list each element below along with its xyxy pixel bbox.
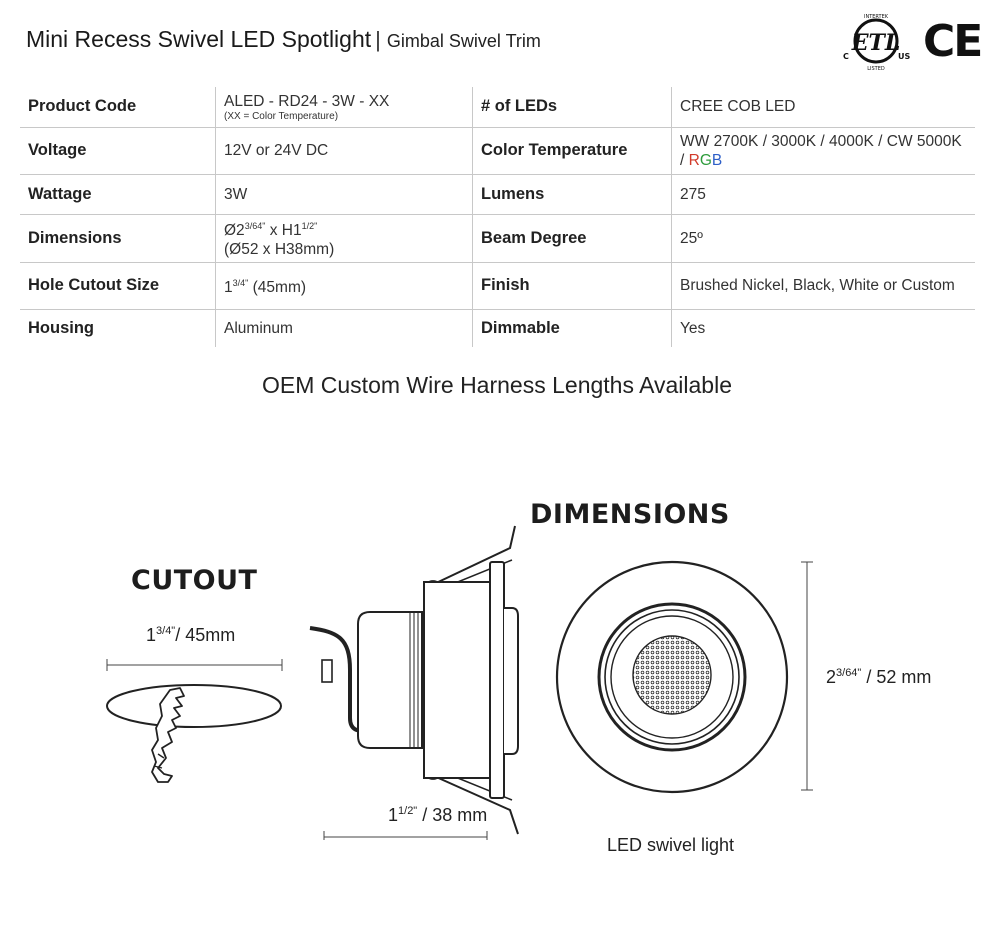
spec-value: [216, 87, 473, 127]
spec-value: Yes: [672, 309, 976, 347]
spec-value: [672, 127, 976, 174]
cutout-width-label: $1^{3/4"}/$ 45mm: [146, 625, 236, 645]
spec-key: Dimensions: [20, 214, 216, 262]
spec-key: Color Temperature: [473, 127, 672, 174]
color-temperature-values: WW 2700K / 3000K / 4000K / CW 5000K /: [680, 132, 962, 169]
table-row: [20, 309, 975, 347]
dimension-diameter-fraction: 3/64": [244, 220, 266, 231]
table-row: [20, 214, 975, 262]
spec-value: Aluminum: [216, 309, 473, 347]
rgb-g: G: [699, 151, 712, 169]
title-subtitle: Gimbal Swivel Trim: [386, 31, 541, 51]
table-row: [20, 127, 975, 174]
spec-key: # of LEDs: [473, 87, 672, 127]
etl-listed-text: LISTED: [867, 66, 885, 72]
dimension-diameter-prefix: Ø2: [224, 222, 245, 240]
spec-key: Product Code: [20, 87, 216, 127]
dimension-height-prefix: x H1: [265, 222, 302, 240]
rgb-r: R: [688, 151, 700, 169]
etl-c-text: C: [843, 52, 849, 61]
etl-mark-text: ETL: [851, 30, 901, 56]
spec-key: Lumens: [473, 174, 672, 214]
spec-key: Wattage: [20, 174, 216, 214]
title-main: Mini Recess Swivel LED Spotlight: [26, 26, 372, 52]
spec-key: Hole Cutout Size: [20, 262, 216, 309]
spec-key: Dimmable: [473, 309, 672, 347]
table-row: [20, 174, 975, 214]
etl-us-text: US: [898, 52, 911, 61]
dimension-metric: (Ø52 x H38mm): [224, 241, 335, 259]
cutout-whole: 1: [224, 279, 233, 297]
spotlight-front-view-icon: [550, 555, 800, 805]
spotlight-side-view-icon: [300, 520, 530, 840]
cutout-metric: (45mm): [248, 279, 307, 297]
spec-table: [20, 87, 975, 347]
spec-key: Finish: [473, 262, 672, 309]
spec-key: Beam Degree: [473, 214, 672, 262]
product-code: ALED - RD24 - 3W - XX: [224, 92, 390, 110]
table-row: [20, 262, 975, 309]
etl-intertek-text: INTERTEK: [863, 14, 889, 20]
spec-value: 25º: [672, 214, 976, 262]
spec-value: Brushed Nickel, Black, White or Custom: [672, 262, 976, 309]
spec-value: 275: [672, 174, 976, 214]
spec-value: 12V or 24V DC: [216, 127, 473, 174]
diameter-dimension-line: [800, 560, 814, 792]
spec-key: Voltage: [20, 127, 216, 174]
page-title: [26, 26, 541, 53]
ceiling-cutout-saw-icon: [100, 650, 290, 800]
title-separator: |: [375, 27, 381, 52]
cutout-heading: CUTOUT: [131, 565, 258, 596]
spec-value: 3W: [216, 174, 473, 214]
cutout-fraction: 3/4": [232, 277, 249, 288]
etl-listed-mark-icon: [838, 13, 914, 73]
oem-note: OEM Custom Wire Harness Lengths Available: [262, 372, 732, 398]
table-row: [20, 87, 975, 127]
dimensions-heading: DIMENSIONS: [530, 499, 730, 530]
height-label: $1^{1/2"} / 38$ mm: [388, 805, 488, 825]
dimensions-diagram: [0, 480, 1000, 929]
product-code-note: (XX = Color Temperature): [224, 110, 339, 122]
spec-value: [216, 214, 473, 262]
ce-mark: CE: [923, 16, 982, 67]
diameter-label: $2^{3/64"} / 52$ mm: [826, 667, 932, 687]
spec-key: Housing: [28, 318, 94, 337]
dimension-height-fraction: 1/2": [301, 220, 318, 231]
spec-value: [216, 262, 473, 309]
front-view-caption: LED swivel light: [607, 835, 735, 855]
rgb-b: B: [711, 151, 723, 169]
spec-value: CREE COB LED: [672, 87, 976, 127]
